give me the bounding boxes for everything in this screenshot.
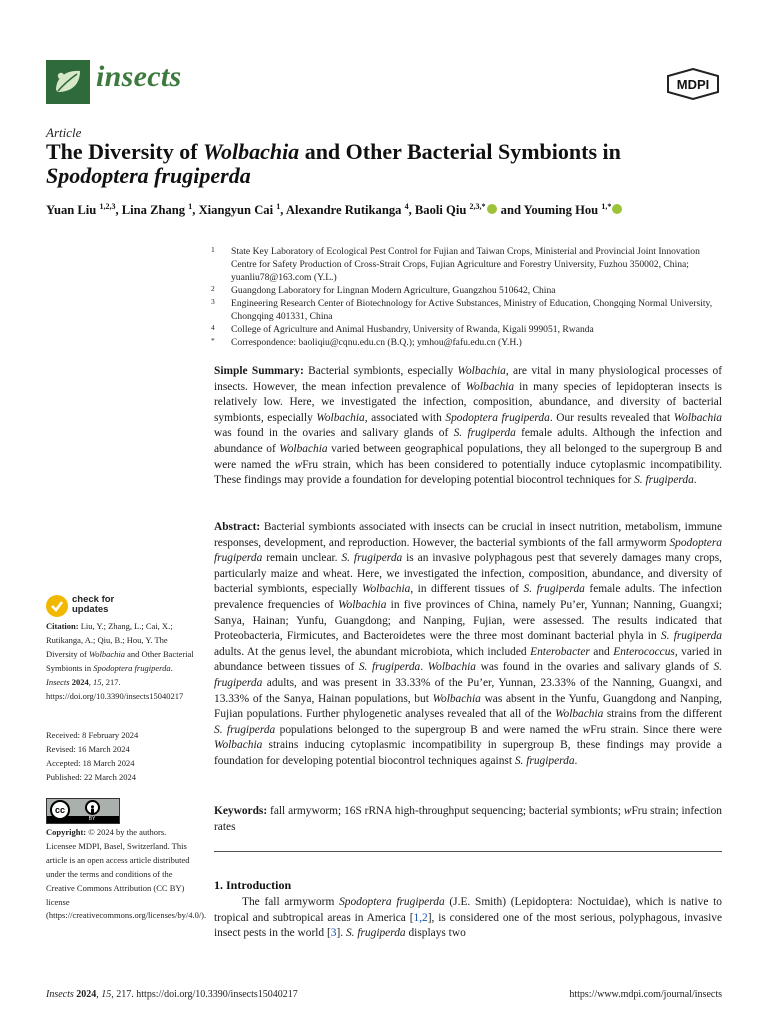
affiliation-item: 3 Engineering Research Center of Biotechnology for Active Substances, Ministry of Education, Chongqing Normal University, Chongqing 401331, China — [211, 297, 713, 322]
leaf-icon — [46, 60, 90, 104]
author-name: Baoli Qiu — [414, 203, 467, 217]
citation-link[interactable]: 1,2 — [413, 911, 428, 924]
journal-name: insects — [96, 60, 182, 93]
check-updates-icon — [46, 595, 68, 617]
journal-logo — [46, 60, 90, 104]
author-name: Yuan Liu — [46, 203, 97, 217]
section-divider — [214, 851, 722, 852]
author-name: Lina Zhang — [121, 203, 186, 217]
mdpi-logo — [666, 68, 720, 100]
cc-icon: cc — [50, 800, 70, 820]
section-heading: 1. Introduction — [214, 878, 292, 892]
footer-citation: Insects 2024, 15, 217. https://doi.org/10.3390/insects15040217 — [46, 989, 298, 1000]
check-updates-label: check for updates — [72, 594, 115, 615]
introduction-paragraph: The fall armyworm Spodoptera frugiperda (J.E. Smith) (Lepidoptera: Noctuidae), which is native to tropical and subtropical areas in America [1,2], is considered one of the most serious, polyphagous, invasive insect pests in the world [3]. S. frugiperda displays two — [214, 896, 722, 940]
correspondence: * Correspondence: baoliqiu@cqnu.edu.cn (B.Q.); ymhou@fafu.edu.cn (Y.H.) — [211, 336, 522, 348]
abstract: Abstract: Bacterial symbionts associated with insects can be crucial in insect nutrition, metabolism, immune responses, development, and reproduction. However, the bacterial symbionts of the fall armyworm Spodoptera frugiperda remain unclear. S. frugiperda is an invasive polyphagous pest that severely damages many crops, particularly maize and wheat. Here, we investigated the infection, composition, abundance, and diversity of bacterial symbionts, especially Wolbachia, in different tissues of S. frugiperda female adults. The infection prevalence frequencies of Wolbachia in five provinces of China, namely Pu’er, Yunnan; Nanning, Guangxi; Sanya, Hainan; Yunfu, Guangdong; and Nanping, Fujian, were assessed. The results indicated that Proteobacteria, Firmicutes, and Bacteroidetes were the three most dominant bacterial phyla in S. frugiperda adults. At the genus level, the abundant microbiota, which included Enterobacter and Enterococcus, varied in abundance between tissues of S. frugiperda. Wolbachia was found in the ovaries and salivary glands of S. frugiperda adults, and was present in 33.33% of the Pu’er, Yunnan, 23.33% of the Nanning, Guangxi, and 13.33% of the Sanya, Hainan populations, but Wolbachia was absent in the Yunfu, Guangdong and Nanping, Fujian populations. Further phylogenetic analyses revealed that all of the Wolbachia strains from the different S. frugiperda populations belonged to the supergroup B and were named the wFru strain. Since there were Wolbachia strains inducing cytoplasmic incompatibility in supergroup B, these findings may provide a foundation for developing potential biocontrol techniques against S. frugiperda. — [214, 521, 723, 767]
keywords: Keywords: fall armyworm; 16S rRNA high-throughput sequencing; bacterial symbionts; wFru strain; infection rates — [214, 805, 722, 833]
orcid-icon[interactable] — [612, 204, 622, 214]
by-label: BY — [88, 816, 96, 822]
author-list: Yuan Liu $^{1,2,3}$, Lina Zhang $^1$, Xiangyun Cai $^1$, Alexandre Rutikanga $^4$, Baoli Qiu $^{2,3,*}$ and Youming Hou $^{1,*}$ — [46, 203, 726, 218]
check-for-updates-button[interactable] — [46, 593, 156, 617]
received-date: Received: 8 February 2024 — [46, 730, 139, 740]
orcid-icon[interactable] — [487, 204, 497, 214]
simple-summary: Simple Summary: Bacterial symbionts, especially Wolbachia, are vital in many physiological processes of insects. However, the mean infection prevalence of Wolbachia in many species of lepidopteran insects is relatively low. Here, we investigated the infection, composition, abundance, and diversity of bacterial symbionts, especially Wolbachia, associated with Spodoptera frugiperda. Our results revealed that Wolbachia was found in the ovaries and salivary glands of S. frugiperda female adults. Although the infection and abundance of Wolbachia varied between geographical populations, they all belonged to the supergroup B and were named the wFru strain, which has been considered to potentially induce cytoplasmic incompatibility. These findings may provide a foundation for developing potential biocontrol techniques for S. frugiperda. — [214, 365, 723, 487]
author-name: Alexandre Rutikanga — [285, 203, 402, 217]
affiliation-item: 1 State Key Laboratory of Ecological Pest Control for Fujian and Taiwan Crops, Ministerial and Provincial Joint Innovation Centre for Safety Production of Cross-Strait Crops, Fujian Agriculture and Forestry University, Fuzhou 350002, China; yuanliu78@163.com (Y.L.) — [211, 245, 700, 283]
affiliation-item: 2 Guangdong Laboratory for Lingnan Modern Agriculture, Guangzhou 510642, China — [211, 284, 556, 296]
citation: Citation: Liu, Y.; Zhang, L.; Cai, X.; Rutikanga, A.; Qiu, B.; Hou, Y. The Diversity of Wolbachia and Other Bacterial Symbionts in Spodoptera frugiperda. Insects 2024, 15, 217. https://doi.org/10.3390/insects15040217 — [46, 621, 194, 701]
citation-link[interactable]: 3 — [330, 927, 337, 940]
accepted-date: Accepted: 18 March 2024 — [46, 758, 135, 768]
published-date: Published: 22 March 2024 — [46, 772, 136, 782]
page-title: The Diversity of Wolbachia and Other Bacterial Symbionts in Spodoptera frugiperda — [46, 139, 621, 188]
attribution-icon — [85, 800, 100, 815]
cc-by-license-icon[interactable] — [46, 798, 120, 824]
author-name: Xiangyun Cai — [198, 203, 274, 217]
author-name: Youming Hou — [523, 203, 599, 217]
affiliation-item: 4 College of Agriculture and Animal Husbandry, University of Rwanda, Kigali 999051, Rwanda — [211, 323, 594, 335]
publisher-name: MDPI — [676, 77, 710, 92]
copyright: Copyright: © 2024 by the authors. Licensee MDPI, Basel, Switzerland. This article is an open access article distributed under the terms and conditions of the Creative Commons Attribution (CC BY) license (https://creativecommons.org/licenses/by/4.0/). — [46, 827, 207, 921]
journal-url-link[interactable]: https://www.mdpi.com/journal/insects — [569, 989, 722, 1000]
revised-date: Revised: 16 March 2024 — [46, 744, 130, 754]
article-type: Article — [46, 125, 82, 140]
